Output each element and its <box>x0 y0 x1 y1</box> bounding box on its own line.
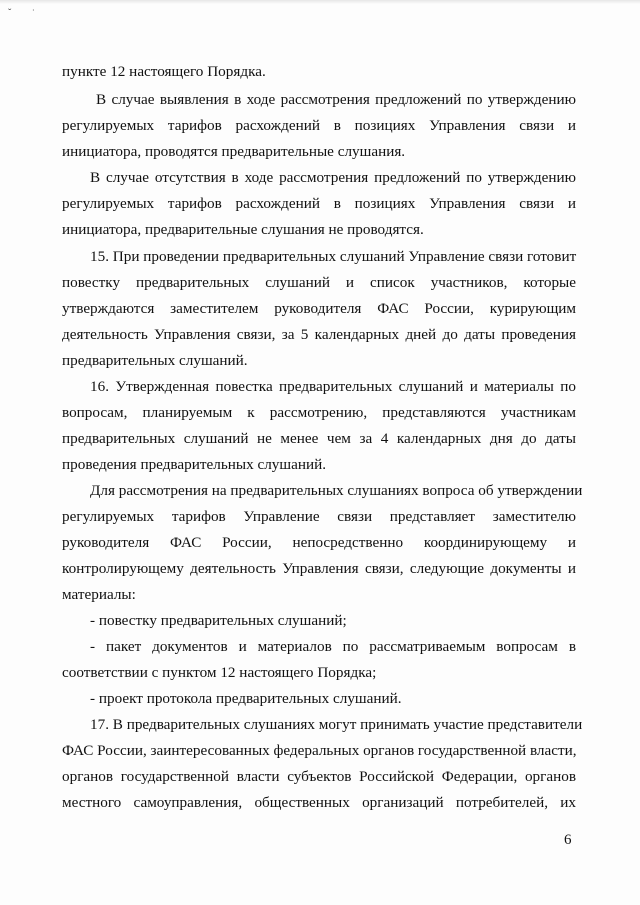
text-line: пункте 12 настоящего Порядка. <box>62 63 266 80</box>
text-line: инициатора, предварительные слушания не проводятся. <box>62 221 424 238</box>
text-line: руководителя ФАС России, непосредственно координирующему и <box>62 534 576 551</box>
text-line: регулируемых тарифов расхождений в позициях Управления связи и <box>62 117 576 134</box>
text-line: инициатора, проводятся предварительные слушания. <box>62 143 406 160</box>
text-line: органов государственной власти субъектов Российской Федерации, органов <box>62 768 576 785</box>
text-line: предварительных слушаний. <box>62 352 248 369</box>
list-item: - повестку предварительных слушаний; <box>90 612 347 629</box>
text-line: вопросам, планируемым к рассмотрению, представляются участникам <box>62 404 576 421</box>
text-line: регулируемых тарифов расхождений в позициях Управления связи и <box>62 195 576 212</box>
text-line: контролирующему деятельность Управления связи, следующие документы и <box>62 560 576 577</box>
text-line: материалы: <box>62 586 136 603</box>
text-line: В случае выявления в ходе рассмотрения предложений по утверждению <box>96 91 576 108</box>
page-number: 6 <box>564 832 572 848</box>
scan-edge <box>0 0 640 4</box>
text-line: местного самоуправления, общественных организаций потребителей, их <box>62 794 576 811</box>
text-line: утверждаются заместителем руководителя ФАС России, курирующим <box>62 300 576 317</box>
text-line: Для рассмотрения на предварительных слушаниях вопроса об утверждении <box>90 482 583 499</box>
text-line: В случае отсутствия в ходе рассмотрения предложений по утверждению <box>90 169 576 186</box>
list-item: - проект протокола предварительных слушаний. <box>90 690 402 707</box>
text-line: деятельность Управления связи, за 5 календарных дней до даты проведения <box>62 326 576 343</box>
text-line: 15. При проведении предварительных слушаний Управление связи готовит <box>90 248 577 265</box>
text-line: предварительных слушаний не менее чем за 4 календарных дня до даты <box>62 430 576 447</box>
text-line: 17. В предварительных слушаниях могут принимать участие представители <box>90 716 583 733</box>
text-line: повестку предварительных слушаний и список участников, которые <box>62 274 576 291</box>
text-line: соответствии с пунктом 12 настоящего Порядка; <box>62 664 377 681</box>
scan-mark: ˇ <box>8 8 12 19</box>
text-line: проведения предварительных слушаний. <box>62 456 327 473</box>
scan-mark: · <box>32 6 35 15</box>
text-line: ФАС России, заинтересованных федеральных органов государственной власти, <box>62 742 577 759</box>
text-line: 16. Утвержденная повестка предварительных слушаний и материалы по <box>90 378 576 395</box>
text-line: регулируемых тарифов Управление связи представляет заместителю <box>62 508 576 525</box>
list-item: - пакет документов и материалов по рассматриваемым вопросам в <box>90 638 576 655</box>
